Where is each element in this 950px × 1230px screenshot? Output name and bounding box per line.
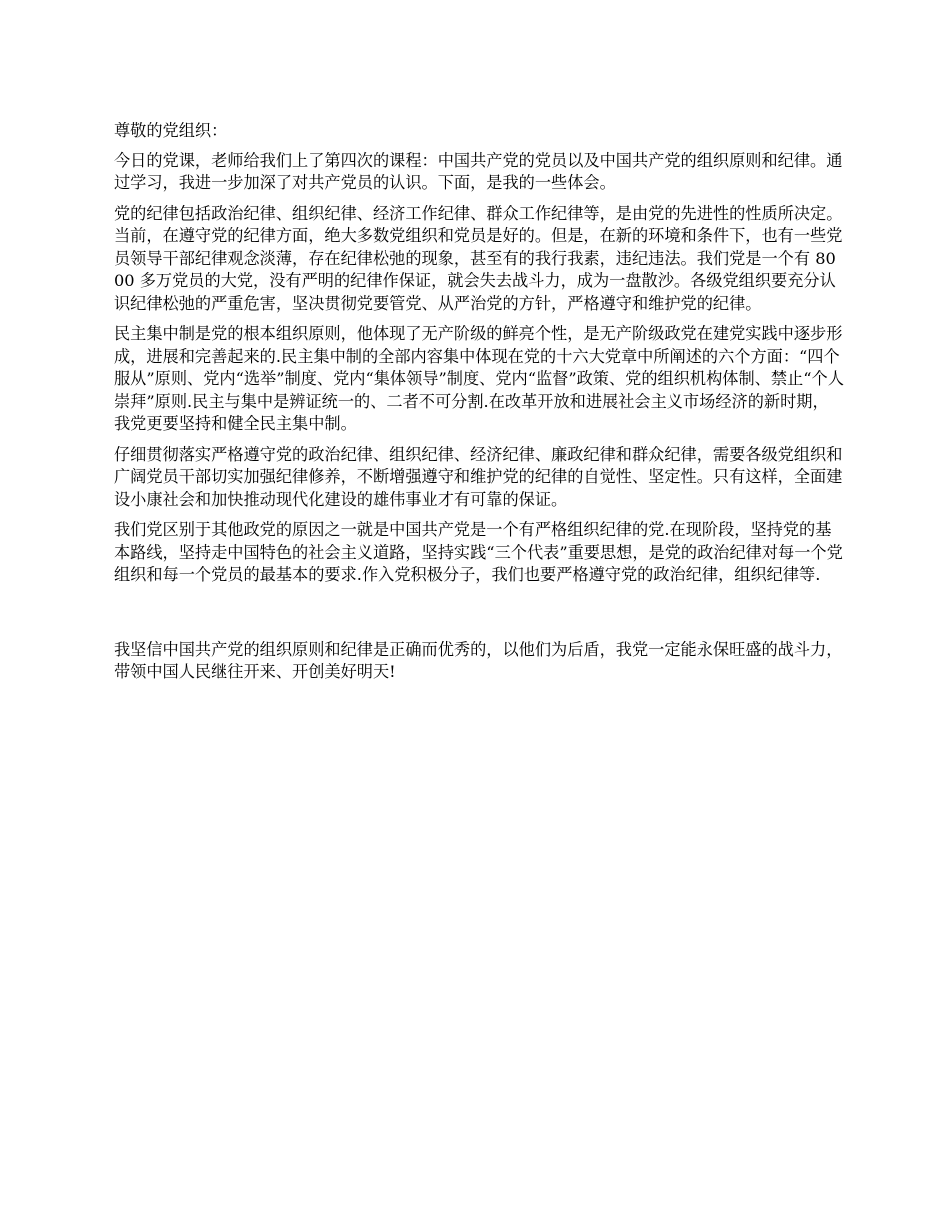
- paragraph-2: 党的纪律包括政治纪律、组织纪律、经济工作纪律、群众工作纪律等，是由党的先进性的性质所决定。当前，在遵守党的纪律方面，绝大多数党组织和党员是好的。但是，在新的环境和条件下，也有一些党员领导干部纪律观念淡薄，存在纪律松弛的现象，甚至有的我行我素，违纪违法。我们党是一个有 8000 多万党员的大党，没有严明的纪律作保证，就会失去战斗力，成为一盘散沙。各级党组织要充分认识纪律松弛的严重危害，坚决贯彻党要管党、从严治党的方针，严格遵守和维护党的纪律。: [114, 203, 843, 313]
- paragraph-6: 我坚信中国共产党的组织原则和纪律是正确而优秀的，以他们为后盾，我党一定能永保旺盛的战斗力，带领中国人民继往开来、开创美好明天!: [114, 639, 843, 681]
- paragraph-3: 民主集中制是党的根本组织原则，他体现了无产阶级的鲜亮个性，是无产阶级政党在建党实践中逐步形成，进展和完善起来的.民主集中制的全部内容集中体现在党的十六大党章中所阐述的六个方面：“四个服从”原则、党内“选举”制度、党内“集体领导”制度、党内“监督”政策、党的组织机构体制、禁止“个人崇拜”原则.民主与集中是辨证统一的、二者不可分割.在改革开放和进展社会主义市场经济的新时期，我党更要坚持和健全民主集中制。: [114, 324, 844, 433]
- paragraph-1: 今日的党课，老师给我们上了第四次的课程：中国共产党的党员以及中国共产党的组织原则和纪律。通过学习，我进一步加深了对共产党员的认识。下面，是我的一些体会。: [114, 150, 843, 192]
- salutation: 尊敬的党组织：: [114, 121, 228, 140]
- paragraph-4: 仔细贯彻落实严格遵守党的政治纪律、组织纪律、经济纪律、廉政纪律和群众纪律，需要各级党组织和广阔党员干部切实加强纪律修养，不断增强遵守和维护党的纪律的自觉性、坚定性。只有这样，全面建设小康社会和加快推动现代化建设的雄伟事业才有可靠的保证。: [114, 444, 843, 509]
- paragraph-5: 我们党区别于其他政党的原因之一就是中国共产党是一个有严格组织纪律的党.在现阶段，坚持党的基本路线，坚持走中国特色的社会主义道路，坚持实践“三个代表”重要思想，是党的政治纪律对每一个党组织和每一个党员的最基本的要求.作入党积极分子，我们也要严格遵守党的政治纪律，组织纪律等.: [114, 520, 843, 584]
- document-page: [114, 120, 844, 692]
